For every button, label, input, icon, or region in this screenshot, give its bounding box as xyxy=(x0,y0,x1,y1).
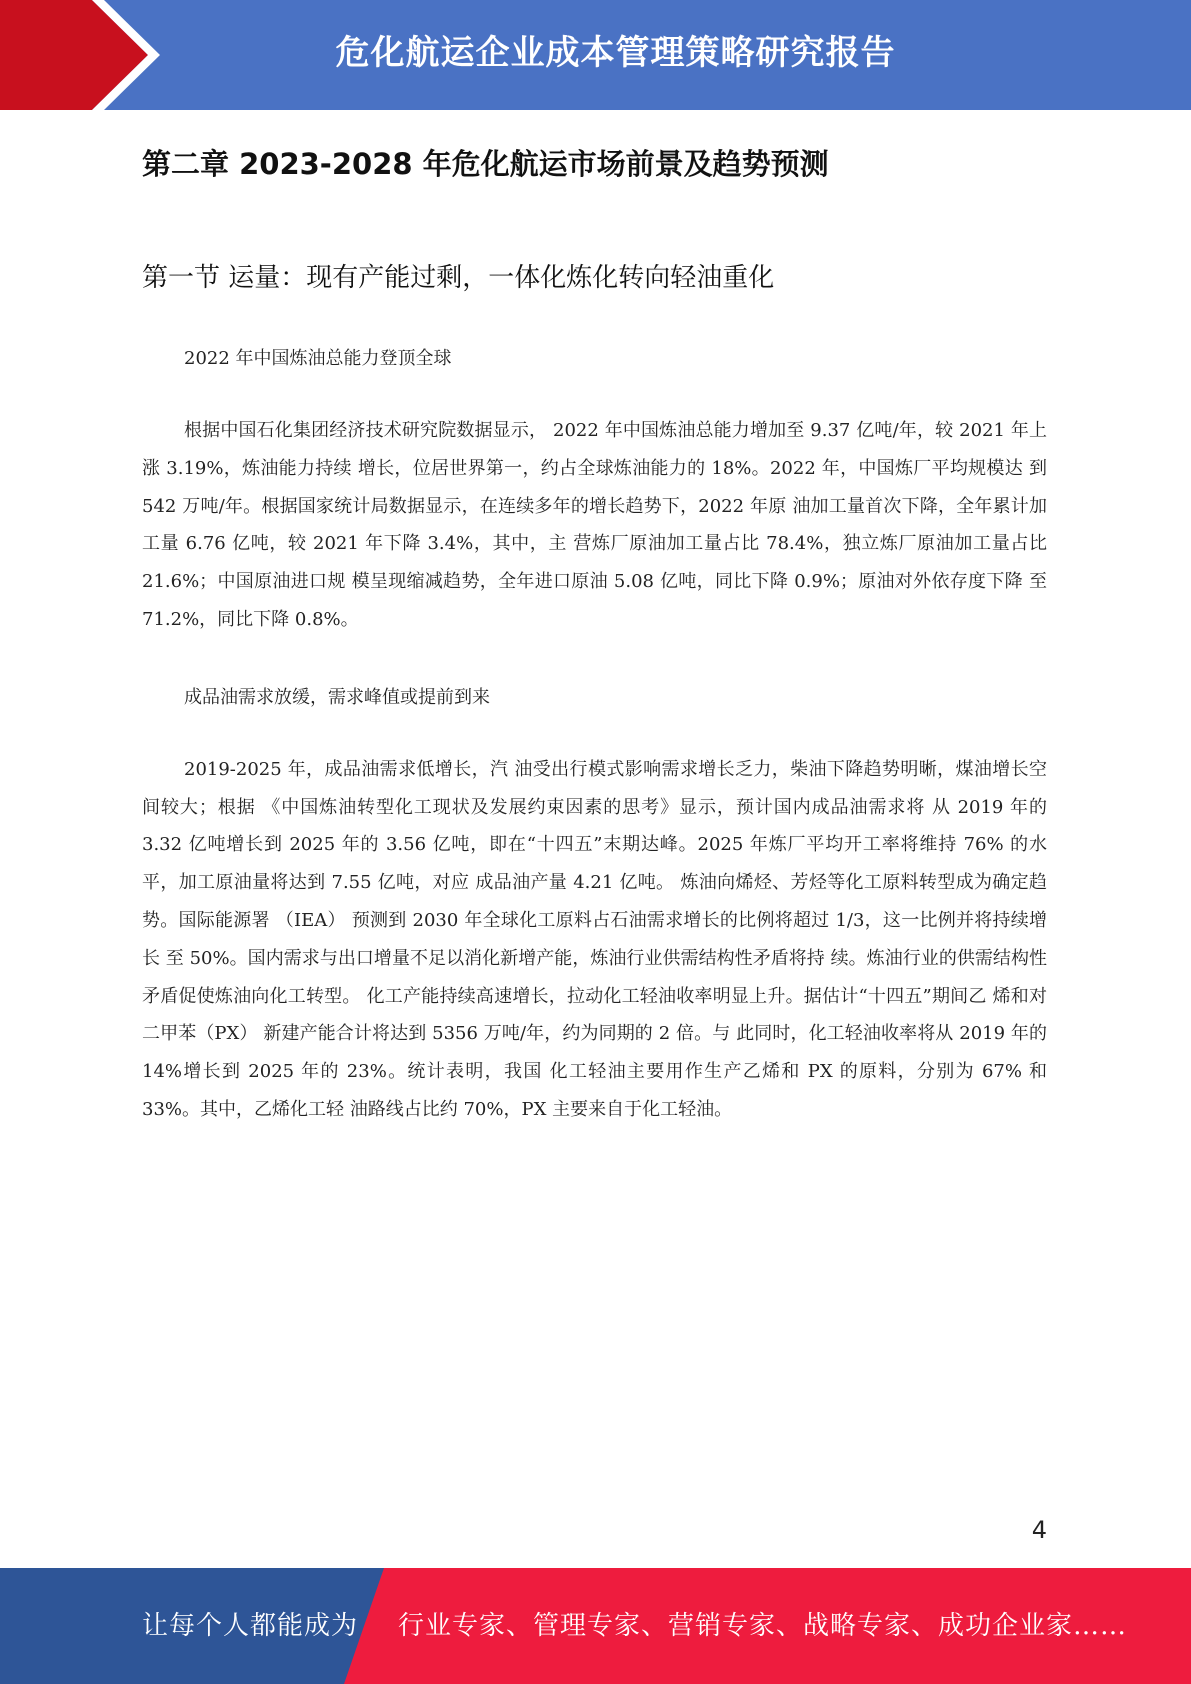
footer-band xyxy=(0,1568,1191,1684)
report-title: 危化航运企业成本管理策略研究报告 xyxy=(335,33,896,73)
paragraph-refining-capacity: 根据中国石化集团经济技术研究院数据显示， 2022 年中国炼油总能力增加至 9.37 亿吨/年，较 2021 年上涨 3.19%，炼油能力持续 增长，位居世界第一，约占全球炼油能力的 18%。2022 年，中国炼厂平均规模达 到 542 万吨/年。根据国家统计局数据显示，在连续多年的增长趋势下，2022 年原 油加工量首次下降，全年累计加工量 6.76 亿吨，较 2021 年下降 3.4%，其中，主 营炼厂原油加工量占比 78.4%，独立炼厂原油加工量占比 21.6%；中国原油进口规 模呈现缩减趋势，全年进口原油 5.08 亿吨，同比下降 0.9%；原油对外依存度下降 至 71.2%，同比下降 0.8%。 xyxy=(142,420,1047,630)
header-chevron-decoration xyxy=(0,0,170,110)
section-title: 第一节 运量：现有产能过剩，一体化炼化转向轻油重化 xyxy=(142,263,775,293)
paragraph-product-oil-demand: 2019-2025 年，成品油需求低增长，汽 油受出行模式影响需求增长乏力，柴油下降趋势明晰，煤油增长空间较大；根据 《中国炼油转型化工现状及发展约束因素的思考》显示，预计国内成品油需求将 从 2019 年的 3.32 亿吨增长到 2025 年的 3.56 亿吨，即在“十四五”末期达峰。2025 年炼厂平均开工率将维持 76% 的水平，加工原油量将达到 7.55 亿吨，对应 成品油产量 4.21 亿吨。 炼油向烯烃、芳烃等化工原料转型成为确定趋势。国际能源署 （IEA） 预测到 2030 年全球化工原料占石油需求增长的比例将超过 1/3，这一比例并将持续增长 至 50%。国内需求与出口增量不足以消化新增产能，炼油行业供需结构性矛盾将持 续。炼油行业的供需结构性矛盾促使炼油向化工转型。 化工产能持续高速增长，拉动化工轻油收率明显上升。据估计“十四五”期间乙 烯和对二甲苯（PX） 新建产能合计将达到 5356 万吨/年，约为同期的 2 倍。与 此同时，化工轻油收率将从 2019 年的 14%增长到 2025 年的 23%。统计表明，我国 化工轻油主要用作生产乙烯和 PX 的原料，分别为 67% 和 33%。其中，乙烯化工轻 油路线占比约 70%，PX 主要来自于化工轻油。 xyxy=(142,758,1047,1120)
page-content xyxy=(142,135,1047,1129)
footer-slogan-right: 行业专家、管理专家、营销专家、战略专家、成功企业家…… xyxy=(398,1611,1128,1641)
page-number: 4 xyxy=(1031,1516,1047,1544)
subheading-product-oil-demand: 成品油需求放缓，需求峰值或提前到来 xyxy=(184,686,490,708)
header-red-arrow xyxy=(0,0,148,110)
chapter-title: 第二章 2023-2028 年危化航运市场前景及趋势预测 xyxy=(142,147,829,181)
footer-slogan-left: 让每个人都能成为 xyxy=(142,1611,359,1641)
subheading-refining-capacity: 2022 年中国炼油总能力登顶全球 xyxy=(184,348,452,369)
header-band xyxy=(0,0,1191,110)
